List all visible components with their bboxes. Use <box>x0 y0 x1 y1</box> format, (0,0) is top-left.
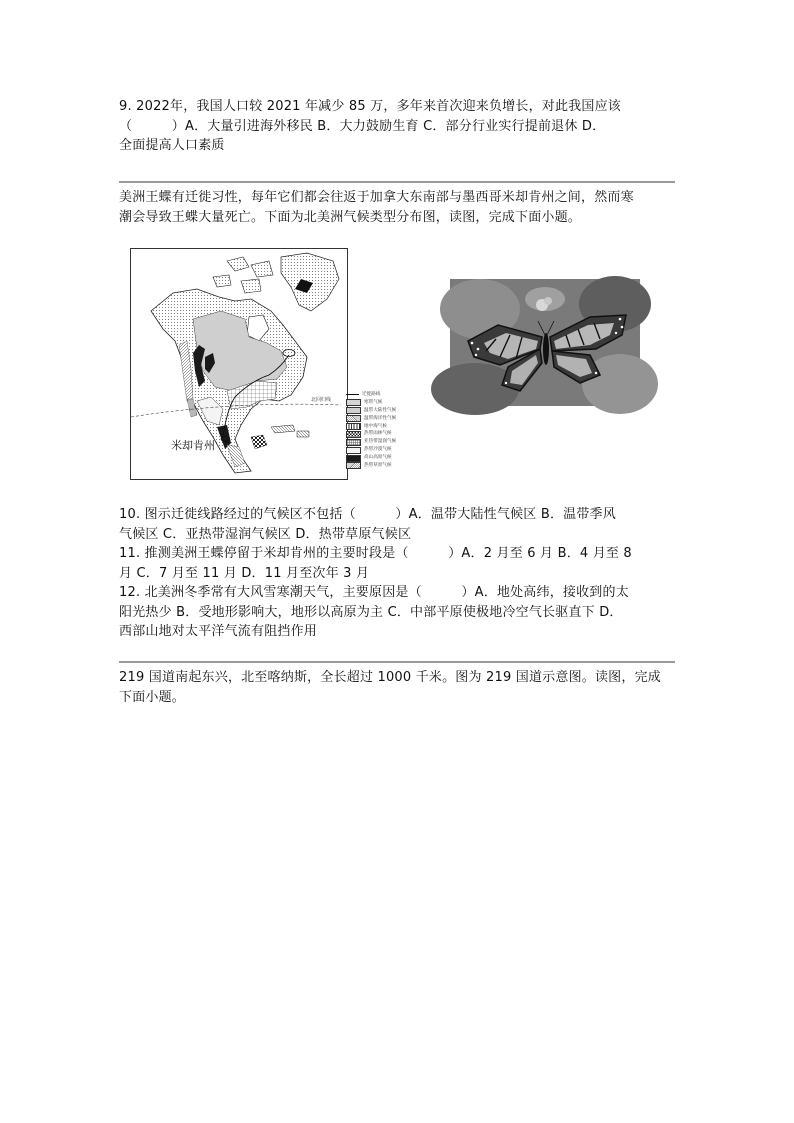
arctic-island-4 <box>241 279 261 293</box>
arctic-island-3 <box>213 275 231 287</box>
question-line: 12. 北美洲冬季常有大风雪寒潮天气，主要原因是（ ）A．地处高纬，接收到的太 <box>119 585 629 600</box>
subtropical-swatch-icon <box>346 439 361 446</box>
legend-item: 地中海气候 <box>346 423 416 431</box>
passage1-line-1: 美洲王蝶有迁徙习性，每年它们都会往返于加拿大东南部与墨西哥米却肯州之间，然而寒 <box>119 190 634 205</box>
caribbean-island-1 <box>271 425 295 433</box>
legend-item: 高山高原气候 <box>346 454 416 462</box>
question-9 <box>119 97 675 156</box>
legend-item: 温带大陆性气候 <box>346 407 416 415</box>
caribbean-island-2 <box>297 431 309 437</box>
question-line: 西部山地对太平洋气流有阻挡作用 <box>119 624 318 639</box>
mediterranean-swatch-icon <box>346 423 361 430</box>
section-divider-1 <box>119 181 675 183</box>
continental-swatch-icon <box>346 407 361 414</box>
desert-swatch-icon <box>346 447 361 454</box>
arctic-island-1 <box>227 257 249 271</box>
question-line: 月 C．7 月至 11 月 D．11 月至次年 3 月 <box>119 565 370 581</box>
monarch-butterfly-photo <box>450 279 640 406</box>
passage1-line-2: 潮会导致王蝶大量死亡。下面为北美洲气候类型分布图，读图，完成下面小题。 <box>119 209 582 225</box>
passage-monarch <box>119 188 675 227</box>
legend-item: 温带海洋性气候 <box>346 415 416 423</box>
rainforest-swatch-icon <box>346 431 361 438</box>
question-line: 气候区 C．亚热带湿润气候区 D．热带草原气候区 <box>119 526 412 542</box>
q9-line-1: 9. 2022年，我国人口较 2021 年减少 85 万，多年来首次迎来负增长，对此我国应该 <box>119 99 621 114</box>
map-graphic <box>131 249 347 479</box>
polar-swatch-icon <box>346 399 361 406</box>
question-line: 11. 推测美洲王蝶停留于米却肯州的主要时段是（ ）A．2 月至 6 月 B．4 月至 8 <box>119 546 632 561</box>
legend-item: 迁徙路线 <box>346 391 416 399</box>
tropic-label: 北回归线 <box>311 397 332 403</box>
passage-highway-219 <box>119 668 675 707</box>
legend-item: 寒带气候 <box>346 399 416 407</box>
question-line: 10. 图示迁徙线路经过的气候区不包括（ ）A．温带大陆性气候区 B．温带季风 <box>119 507 616 522</box>
q9-line-3: 全面提高人口素质 <box>119 138 225 153</box>
passage2-line-1: 219 国道南起东兴，北至喀纳斯，全长超过 1000 千米。图为 219 国道示意图。读图，完成 <box>119 670 661 685</box>
map-legend <box>346 391 416 470</box>
section-divider-2 <box>119 661 675 663</box>
savanna-swatch-icon <box>346 462 361 469</box>
legend-item: 热带草原气候 <box>346 462 416 470</box>
marine-swatch-icon <box>346 415 361 422</box>
legend-item: 亚热带湿润气候 <box>346 438 416 446</box>
highland-swatch-icon <box>346 455 361 462</box>
route-swatch-icon <box>346 394 359 395</box>
arctic-island-2 <box>251 261 273 277</box>
legend-item: 热带雨林气候 <box>346 430 416 438</box>
butterfly-image <box>450 279 640 406</box>
tropical-rainforest-zone <box>251 435 267 449</box>
legend-item: 热带沙漠气候 <box>346 446 416 454</box>
north-america-climate-map <box>130 248 397 480</box>
question-line: 阳光热少 B．受地形影响大，地形以高原为主 C．中部平原使极地冷空气长驱直下 D． <box>119 604 623 620</box>
passage2-line-2: 下面小题。 <box>119 689 186 705</box>
q9-line-2: （ ）A．大量引进海外移民 B．大力鼓励生育 C．部分行业实行提前退休 D． <box>119 118 606 134</box>
questions-10-12 <box>119 505 675 642</box>
michoacan-label: 米却肯州 <box>171 439 215 452</box>
